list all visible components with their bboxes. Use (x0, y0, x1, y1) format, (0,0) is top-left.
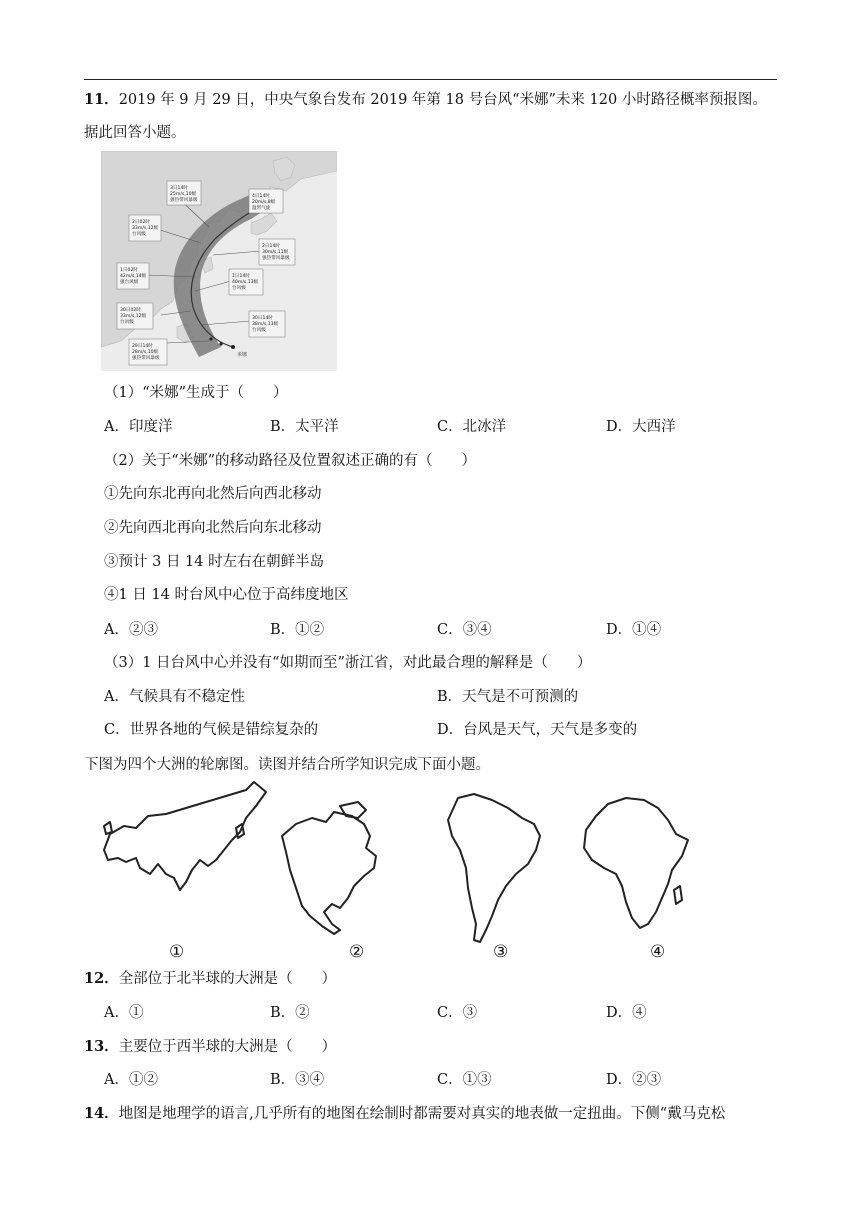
map-label-7-grade: 台风级 (120, 320, 134, 325)
typhoon-map-svg (101, 151, 337, 371)
continents-figure (96, 778, 696, 966)
continent-label-3: ③ (493, 942, 509, 962)
continent-label-2: ② (349, 942, 365, 962)
q12-option-c[interactable]: C．③ (437, 1005, 478, 1021)
map-label-6-grade: 台风级 (232, 286, 246, 291)
madagascar-outline (674, 886, 682, 904)
map-label-7-wind: 33m/s,12级 (120, 314, 147, 319)
map-label-4-time: 2日14时 (262, 244, 280, 249)
q11-sub2-item-2: ②先向西北再向北然后向东北移动 (104, 520, 322, 536)
map-label-1-grade: 强热带风暴级 (170, 198, 198, 203)
q11-sub2-stem: （2）关于“米娜”的移动路径及位置叙述正确的有（ ） (104, 453, 477, 469)
north-america-outline (282, 812, 376, 934)
map-label-9-grade: 强热带风暴级 (132, 356, 160, 361)
map-label-3-grade: 台风级 (132, 232, 146, 237)
q11-sub3-option-d[interactable]: D．台风是天气，天气是多变的 (437, 722, 638, 738)
q13-option-c[interactable]: C．①③ (437, 1072, 492, 1088)
map-label-7-time: 30日02时 (120, 308, 141, 313)
map-label-8-grade: 台风级 (252, 328, 266, 333)
map-label-9-wind: 28m/s,10级 (132, 350, 159, 355)
q13-option-a[interactable]: A．①② (104, 1072, 158, 1088)
q11-sub1-option-c[interactable]: C．北冰洋 (437, 419, 507, 435)
map-label-4-wind: 30m/s,11级 (262, 250, 289, 255)
map-name-tag: 米娜 (237, 352, 248, 358)
q14-number: 14． (84, 1105, 119, 1122)
africa-outline (584, 798, 688, 928)
q12-option-d[interactable]: D．④ (606, 1005, 647, 1021)
q11-sub1-option-b[interactable]: B．太平洋 (270, 419, 339, 435)
map-label-4-grade: 强热带风暴级 (262, 256, 290, 261)
q14-stem-text: 地图是地理学的语言,几乎所有的地图在绘制时都需要对真实的地表做一定扭曲。下侧“戴马克松 (118, 1106, 726, 1122)
q11-sub1-stem: （1）“米娜”生成于（ ） (104, 385, 288, 401)
q11-sub3-option-b[interactable]: B．天气是不可预测的 (437, 689, 579, 705)
q11-stem-text: 2019 年 9 月 29 日，中央气象台发布 2019 年第 18 号台风“米娜”未来 120 小时路径概率预报图。 (118, 92, 767, 108)
q11-sub1-option-a[interactable]: A．印度洋 (104, 419, 173, 435)
map-label-1-time: 3日14时 (170, 186, 188, 191)
map-label-5-time: 1日02时 (120, 268, 138, 273)
continent-label-4: ④ (650, 942, 666, 962)
q13-option-b[interactable]: B．③④ (270, 1072, 325, 1088)
map-label-3-time: 2日02时 (132, 220, 150, 225)
map-label-6-time: 1日14时 (232, 274, 250, 279)
q13-option-d[interactable]: D．②③ (606, 1072, 662, 1088)
q11-sub1-option-d[interactable]: D．大西洋 (606, 419, 676, 435)
map-label-2-wind: 20m/s,8级 (252, 200, 276, 205)
map-label-5-grade: 强台风级 (120, 280, 139, 285)
map-label-2-grade: 温带气旋 (252, 206, 271, 211)
q13-number: 13． (84, 1038, 119, 1055)
britain-outline (104, 822, 112, 834)
q11-number: 11． (84, 91, 119, 108)
q11-sub2-item-4: ④1 日 14 时台风中心位于高纬度地区 (104, 587, 349, 603)
q11-sub3-option-a[interactable]: A．气候具有不稳定性 (104, 689, 245, 705)
map-label-2-time: 4日14时 (252, 194, 270, 199)
map-label-3-wind: 33m/s,12级 (132, 226, 159, 231)
q11-sub2-option-b[interactable]: B．①② (270, 622, 325, 638)
map-label-1-wind: 25m/s,10级 (170, 192, 197, 197)
q11-stem-line2: 据此回答小题。 (84, 125, 186, 141)
q11-sub2-option-c[interactable]: C．③④ (437, 622, 492, 638)
map-label-5-wind: 42m/s,14级 (120, 274, 147, 279)
map-label-8-wind: 38m/s,13级 (252, 322, 279, 327)
q11-sub2-item-3: ③预计 3 日 14 时左右在朝鲜半岛 (104, 554, 325, 570)
q11-sub2-item-1: ①先向东北再向北然后向西北移动 (104, 486, 322, 502)
q12-number: 12． (84, 970, 119, 987)
continents-svg (96, 778, 696, 966)
continents-intro: 下图为四个大洲的轮廓图。读图并结合所学知识完成下面小题。 (84, 757, 490, 773)
map-label-8-time: 30日14时 (252, 316, 273, 321)
q13-stem-text: 主要位于西半球的大洲是（ ） (118, 1039, 337, 1055)
q12-stem-line (84, 969, 336, 989)
south-america-outline (448, 794, 540, 942)
q12-stem-text: 全部位于北半球的大洲是（ ） (118, 971, 337, 987)
q11-sub3-option-c[interactable]: C．世界各地的气候是错综复杂的 (104, 722, 319, 738)
map-label-9-time: 29日14时 (132, 344, 153, 349)
q12-option-b[interactable]: B．② (270, 1005, 310, 1021)
q11-sub3-stem: （3）1 日台风中心并没有“如期而至”浙江省，对此最合理的解释是（ ） (104, 655, 592, 671)
q13-stem-line (84, 1037, 336, 1057)
continent-label-1: ① (169, 942, 185, 962)
q14-stem-line (84, 1104, 725, 1124)
typhoon-track-map (101, 151, 337, 371)
map-label-6-wind: 40m/s,13级 (232, 280, 259, 285)
q12-option-a[interactable]: A．① (104, 1005, 144, 1021)
q11-stem-line1 (84, 90, 767, 110)
q11-sub2-option-a[interactable]: A．②③ (104, 622, 158, 638)
top-rule (84, 79, 777, 80)
q11-sub2-option-d[interactable]: D．①④ (606, 622, 662, 638)
